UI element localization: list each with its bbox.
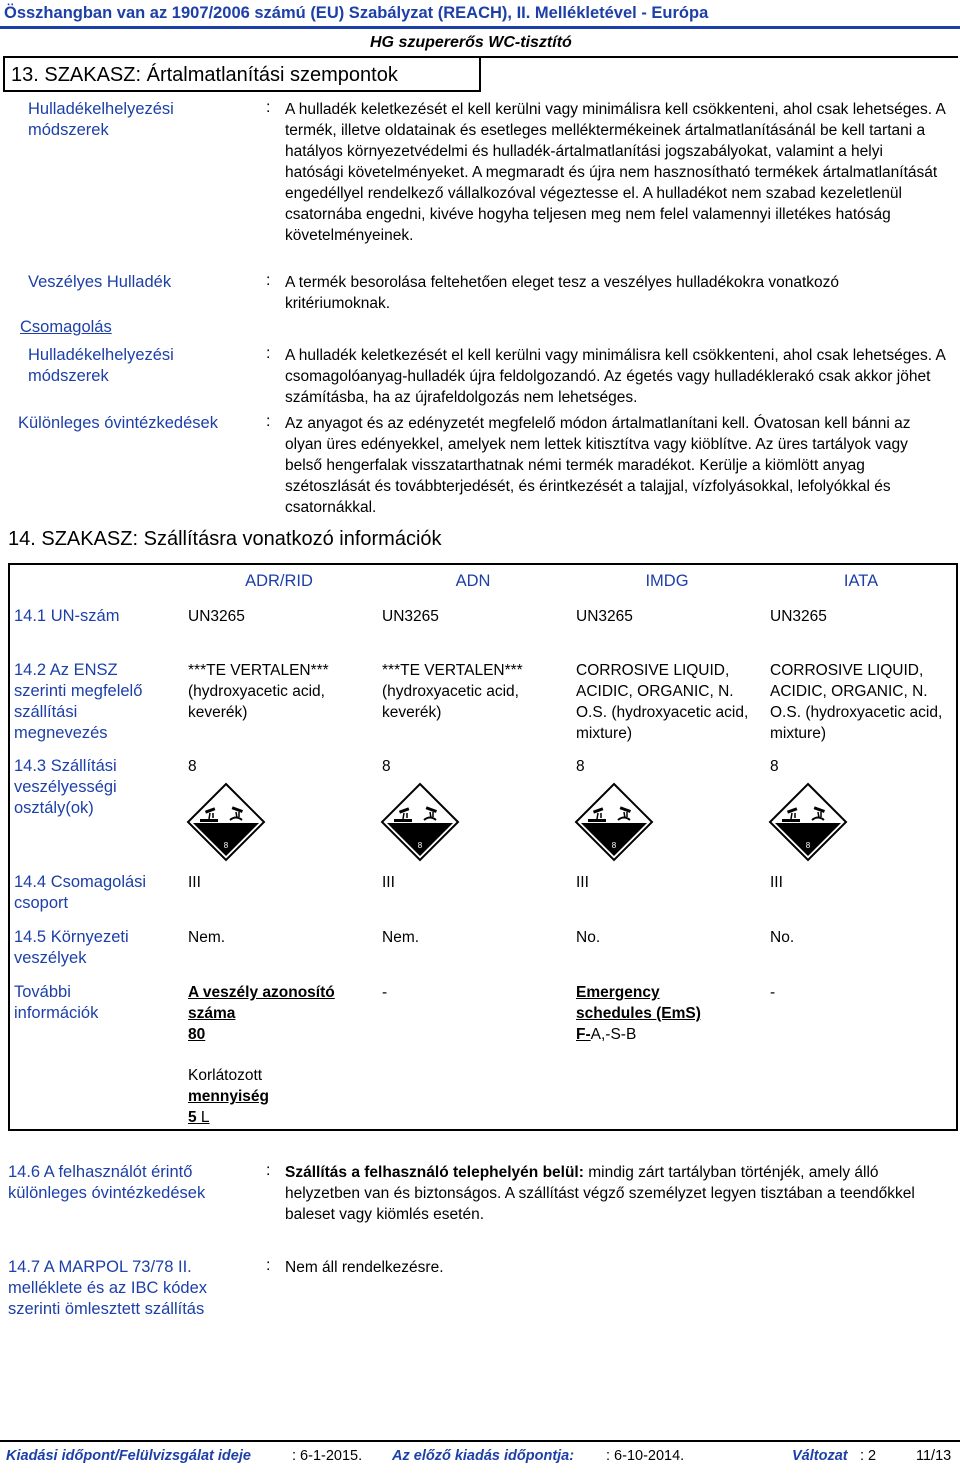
- footer-version-label: Változat: [792, 1448, 848, 1464]
- colon: :: [266, 272, 271, 289]
- packaging-methods-text: A hulladék keletkezését el kell kerülni vagy minimálisra kell csökkenteni, ahol csak lehetséges. A csomagolóanyag-hulladék újra feldolgozandó. Az égetés vagy hulladéklerakó csak akkor jöhet számításba, ha az újrafeldolgozás nem lehetséges.: [285, 347, 945, 406]
- row-label-packing-group: 14.4 Csomagolási csoport: [14, 873, 147, 912]
- svg-text:8: 8: [417, 841, 423, 850]
- footer-issue-value: : 6-1-2015.: [292, 1448, 363, 1464]
- footer-divider: [0, 1440, 960, 1442]
- section-14-title: 14. SZAKASZ: Szállításra vonatkozó információk: [8, 528, 442, 550]
- adr-hazard-id-block: [188, 982, 368, 1045]
- colon: :: [266, 345, 271, 362]
- row-label-user-precautions: 14.6 A felhasználót érintő különleges óvintézkedések: [8, 1163, 206, 1202]
- un-number-adn: UN3265: [382, 608, 439, 625]
- column-header-iata: IATA: [843, 572, 879, 590]
- shipping-name-imdg: CORROSIVE LIQUID, ACIDIC, ORGANIC, N. O.S. (hydroxyacetic acid, mixture): [576, 662, 749, 742]
- env-hazard-adr: Nem.: [188, 929, 226, 946]
- shipping-name-adr: ***TE VERTALEN*** (hydroxyacetic acid, keverék): [188, 662, 329, 721]
- corrosive-pictogram-icon: [574, 782, 654, 862]
- packing-group-imdg: III: [576, 874, 589, 891]
- shipping-name-iata: CORROSIVE LIQUID, ACIDIC, ORGANIC, N. O.S. (hydroxyacetic acid, mixture): [770, 662, 943, 742]
- hazardous-waste-label: Veszélyes Hulladék: [28, 273, 172, 291]
- adr-limited-value: 5: [188, 1109, 197, 1126]
- corrosive-pictogram-icon: [380, 782, 460, 862]
- additional-info-iata: -: [770, 984, 776, 1001]
- hazard-class-adr: 8: [188, 758, 197, 775]
- colon: :: [266, 1162, 271, 1179]
- imdg-ems-block: [576, 982, 736, 1045]
- hazard-class-adn: 8: [382, 758, 391, 775]
- section-13-heading-box: [3, 56, 481, 92]
- adr-limited-label-2: mennyiség: [188, 1088, 269, 1105]
- un-number-iata: UN3265: [770, 608, 827, 625]
- imdg-ems-f: F-: [576, 1026, 591, 1043]
- svg-text:8: 8: [223, 841, 229, 850]
- packaging-heading: Csomagolás: [20, 318, 112, 336]
- hazardous-waste-text: A termék besorolása feltehetően eleget tesz a veszélyes hulladékokra vonatkozó kritériumoknak.: [285, 274, 840, 312]
- product-name: HG szupererős WC-tisztító: [370, 34, 572, 51]
- svg-text:8: 8: [611, 841, 617, 850]
- section-13-rule: [480, 56, 958, 58]
- imdg-ems-label: Emergency schedules (EmS): [576, 984, 701, 1022]
- document-header-title: Összhangban van az 1907/2006 számú (EU) Szabályzat (REACH), II. Mellékletével - Európa: [4, 4, 709, 22]
- env-hazard-adn: Nem.: [382, 929, 420, 946]
- column-header-adr: ADR/RID: [245, 572, 313, 590]
- footer-version-value: : 2: [860, 1448, 877, 1464]
- packing-group-iata: III: [770, 874, 783, 891]
- additional-info-adn: -: [382, 984, 388, 1001]
- row-label-additional-info: További információk: [14, 983, 99, 1022]
- shipping-name-adn: ***TE VERTALEN*** (hydroxyacetic acid, keverék): [382, 662, 523, 721]
- section-13-title: 13. SZAKASZ: Ártalmatlanítási szempontok: [11, 64, 398, 86]
- colon: :: [266, 1257, 271, 1274]
- colon: :: [266, 99, 271, 116]
- row-label-environmental-hazards: 14.5 Környezeti veszélyek: [14, 928, 129, 967]
- adr-limited-quantity-block: [188, 1065, 368, 1128]
- adr-limited-label-1: Korlátozott: [188, 1067, 263, 1084]
- svg-text:8: 8: [805, 841, 811, 850]
- user-precautions-text: [285, 1162, 950, 1225]
- special-precautions-text: Az anyagot és az edényzetét megfelelő módon ártalmatlanítani kell. Óvatosan kell bánni az olyan üres edényekkel, amelyek nem lettek kitisztítva vagy kiöblítve. Az üres tartályok vagy belső hengerfalak visszatarthatnak némi termék maradékot. Kerülje a kiömlött anyag szétoszlását és továbbterjedését, és érintkezését a talajjal, vízfolyásokkal, lefolyókkal és csatornákkal.: [285, 415, 911, 516]
- special-precautions-label: Különleges óvintézkedések: [18, 414, 218, 432]
- row-label-hazard-class: 14.3 Szállítási veszélyességi osztály(ok): [14, 757, 117, 817]
- waste-methods-text: A hulladék keletkezését el kell kerülni vagy minimálisra kell csökkenteni, ahol csak lehetséges. A termék, illetve oldatainak és esetleges melléktermékeinek ártalmatlanításánál be kell tartani a hatályos környezetvédelmi és hulladék-ártalmatlanítási jogszabályokat, valamint a helyi hatósági követelményeket. A megmaradt és újra nem hasznosítható termékek ártalmatlanítását engedéllyel rendelkező vállalkozóval végeztesse el. A hulladékot nem szabad kezeletlenül csatornába engedni, kivéve hogyha teljesen meg nem felel valamennyi illetékes hatóság követelményeinek.: [285, 101, 945, 244]
- column-header-imdg: IMDG: [645, 572, 689, 590]
- marpol-text: Nem áll rendelkezésre.: [285, 1259, 444, 1276]
- row-label-un-number: 14.1 UN-szám: [14, 607, 120, 625]
- footer-previous-label: Az előző kiadás időpontja:: [392, 1448, 575, 1464]
- user-precautions-bold: Szállítás a felhasználó telephelyén belül:: [285, 1164, 584, 1181]
- column-header-adn: ADN: [455, 572, 491, 590]
- hazard-class-imdg: 8: [576, 758, 585, 775]
- colon: :: [266, 413, 271, 430]
- row-label-shipping-name: 14.2 Az ENSZ szerinti megfelelő szállítási megnevezés: [14, 661, 143, 742]
- packaging-methods-label: Hulladékelhelyezési módszerek: [28, 346, 174, 385]
- packing-group-adn: III: [382, 874, 395, 891]
- adr-limited-unit: L: [196, 1109, 210, 1126]
- footer-issue-label: Kiadási időpont/Felülvizsgálat ideje: [6, 1448, 251, 1464]
- adr-hazard-id-value: 80: [188, 1026, 206, 1043]
- header-divider: [0, 26, 960, 29]
- footer-previous-value: : 6-10-2014.: [606, 1448, 685, 1464]
- row-label-marpol: 14.7 A MARPOL 73/78 II. melléklete és az IBC kódex szerinti ömlesztett szállítás: [8, 1258, 208, 1318]
- un-number-imdg: UN3265: [576, 608, 633, 625]
- env-hazard-imdg: No.: [576, 929, 601, 946]
- adr-hazard-id-label: A veszély azonosító száma: [188, 984, 335, 1022]
- hazard-class-iata: 8: [770, 758, 779, 775]
- packing-group-adr: III: [188, 874, 201, 891]
- env-hazard-iata: No.: [770, 929, 795, 946]
- footer-page-number: 11/13: [916, 1448, 952, 1464]
- user-precautions-body: mindig zárt tartályban történjék, amely álló helyzetben van és biztonságos. A szállítást végző személyzet legyen tisztában a teendőkkel baleset vagy kiömlés esetén.: [285, 1164, 915, 1223]
- un-number-adr: UN3265: [188, 608, 245, 625]
- waste-methods-label: Hulladékelhelyezési módszerek: [28, 100, 174, 139]
- corrosive-pictogram-icon: [186, 782, 266, 862]
- imdg-ems-rest: A,-S-B: [590, 1026, 637, 1043]
- corrosive-pictogram-icon: [768, 782, 848, 862]
